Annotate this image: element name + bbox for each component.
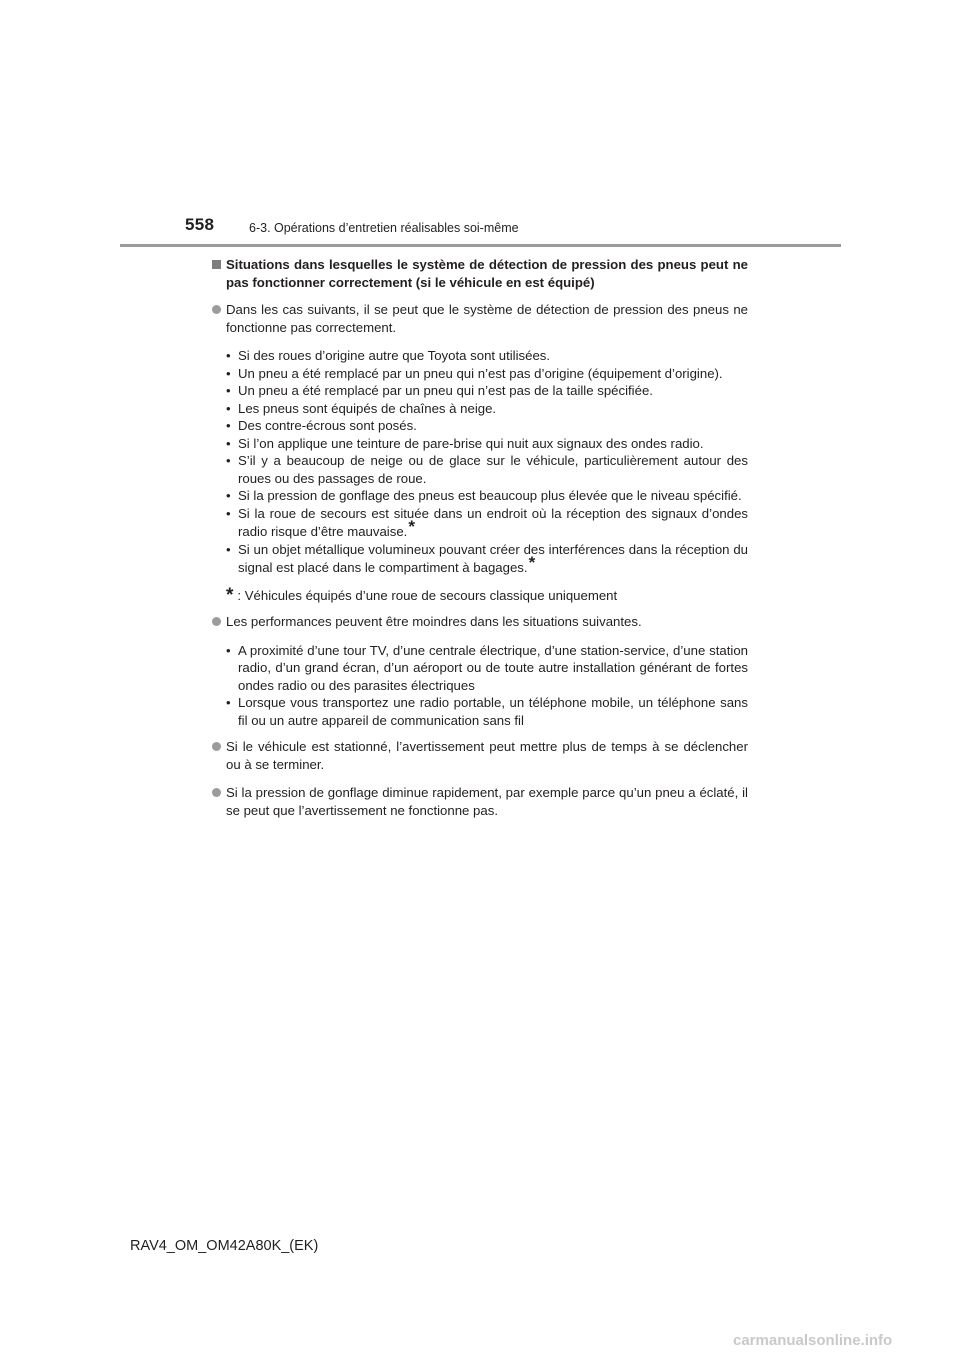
bullet-icon: •	[226, 383, 231, 398]
list-item-text: Si la pression de gonflage des pneus est beaucoup plus élevée que le niveau spécifié.	[238, 488, 742, 503]
footnote-asterisk: *	[528, 553, 536, 572]
square-bullet-icon	[212, 260, 221, 269]
list-item	[226, 487, 748, 505]
list-item	[226, 435, 748, 453]
list-item-text: Lorsque vous transportez une radio portable, un téléphone mobile, un téléphone sans fil ou un autre appareil de communication sans fil	[238, 695, 748, 728]
section-heading	[212, 256, 748, 291]
list-item-text: Un pneu a été remplacé par un pneu qui n’est pas d’origine (équipement d’origine).	[238, 365, 723, 381]
circle-bullet-icon	[212, 617, 221, 626]
page-number: 558	[185, 215, 215, 234]
footnote-text: : Véhicules équipés d’une roue de secours classique uniquement	[237, 587, 618, 603]
bullet-icon: •	[226, 642, 231, 658]
circle-bullet-icon	[212, 305, 221, 314]
list-item-text: Un pneu a été remplacé par un pneu qui n’est pas de la taille spécifiée.	[238, 383, 653, 398]
bullet-icon: •	[226, 453, 231, 468]
circle-bullet-icon	[212, 788, 221, 797]
list-item	[226, 642, 748, 695]
footnote-asterisk: *	[226, 584, 234, 606]
list-item	[226, 347, 748, 365]
bullet-icon: •	[226, 488, 231, 503]
list-item-text: Les pneus sont équipés de chaînes à neige.	[238, 400, 497, 416]
list-item-text: Des contre-écrous sont posés.	[238, 418, 417, 433]
bullet-icon: •	[226, 505, 231, 521]
list-item-text: Si la roue de secours est située dans un endroit où la réception des signaux d’ondes radio risque d’être mauvaise.	[238, 505, 748, 539]
bullet-icon: •	[226, 541, 231, 557]
bullet-icon: •	[226, 695, 231, 710]
point-rapid-deflation	[212, 784, 748, 819]
heading-text: Situations dans lesquelles le système de détection de pression des pneus peut ne pas fonctionner correctement (si le véhicule en est équipé)	[226, 257, 748, 290]
list-item	[226, 694, 748, 729]
footnote	[226, 586, 748, 605]
section-title: 6-3. Opérations d’entretien réalisables soi-même	[249, 221, 519, 235]
list-item-text: Si l’on applique une teinture de pare-brise qui nuit aux signaux des ondes radio.	[238, 435, 704, 451]
list-item	[226, 452, 748, 487]
list-item-text: S’il y a beaucoup de neige ou de glace sur le véhicule, particulièrement autour des roues ou des passages de roue.	[238, 453, 748, 486]
bullet-icon: •	[226, 365, 231, 381]
point-detection-issues	[212, 301, 748, 336]
bullet-icon: •	[226, 418, 231, 433]
list-item-text: Si un objet métallique volumineux pouvant créer des interférences dans la réception du signal est placé dans le compartiment à bagages.	[238, 541, 748, 575]
list-item	[226, 541, 748, 577]
point-reduced-performance	[212, 613, 748, 631]
footnote-asterisk: *	[408, 517, 415, 536]
list-item	[226, 417, 748, 435]
sub-list	[226, 347, 748, 577]
point-text: Si la pression de gonflage diminue rapidement, par exemple parce qu’un pneu a éclaté, il se peut que l’avertissement ne fonctionne pas.	[226, 785, 748, 818]
point-text: Dans les cas suivants, il se peut que le système de détection de pression des pneus ne fonctionne pas correctement.	[226, 302, 748, 335]
page-content	[212, 256, 748, 830]
circle-bullet-icon	[212, 742, 221, 751]
point-text: Les performances peuvent être moindres dans les situations suivantes.	[226, 614, 642, 629]
list-item	[226, 365, 748, 383]
bullet-icon: •	[226, 400, 231, 416]
document-code: RAV4_OM_OM42A80K_(EK)	[130, 1238, 319, 1254]
list-item	[226, 382, 748, 400]
bullet-icon: •	[226, 348, 231, 363]
point-text: Si le véhicule est stationné, l’avertissement peut mettre plus de temps à se déclencher ou à se terminer.	[226, 739, 748, 772]
list-item-text: A proximité d’une tour TV, d’une centrale électrique, d’une station-service, d’une station radio, d’un grand écran, d’un aéroport ou de toute autre installation générant de fortes ondes radio ou des parasites électriques	[238, 642, 748, 693]
watermark: carmanualsonline.info	[733, 1332, 893, 1349]
list-item	[226, 400, 748, 418]
sub-list	[226, 642, 748, 730]
bullet-icon: •	[226, 435, 231, 451]
point-parked-vehicle	[212, 738, 748, 773]
list-item-text: Si des roues d’origine autre que Toyota sont utilisées.	[238, 348, 551, 363]
header-rule	[120, 244, 841, 247]
list-item	[226, 505, 748, 541]
